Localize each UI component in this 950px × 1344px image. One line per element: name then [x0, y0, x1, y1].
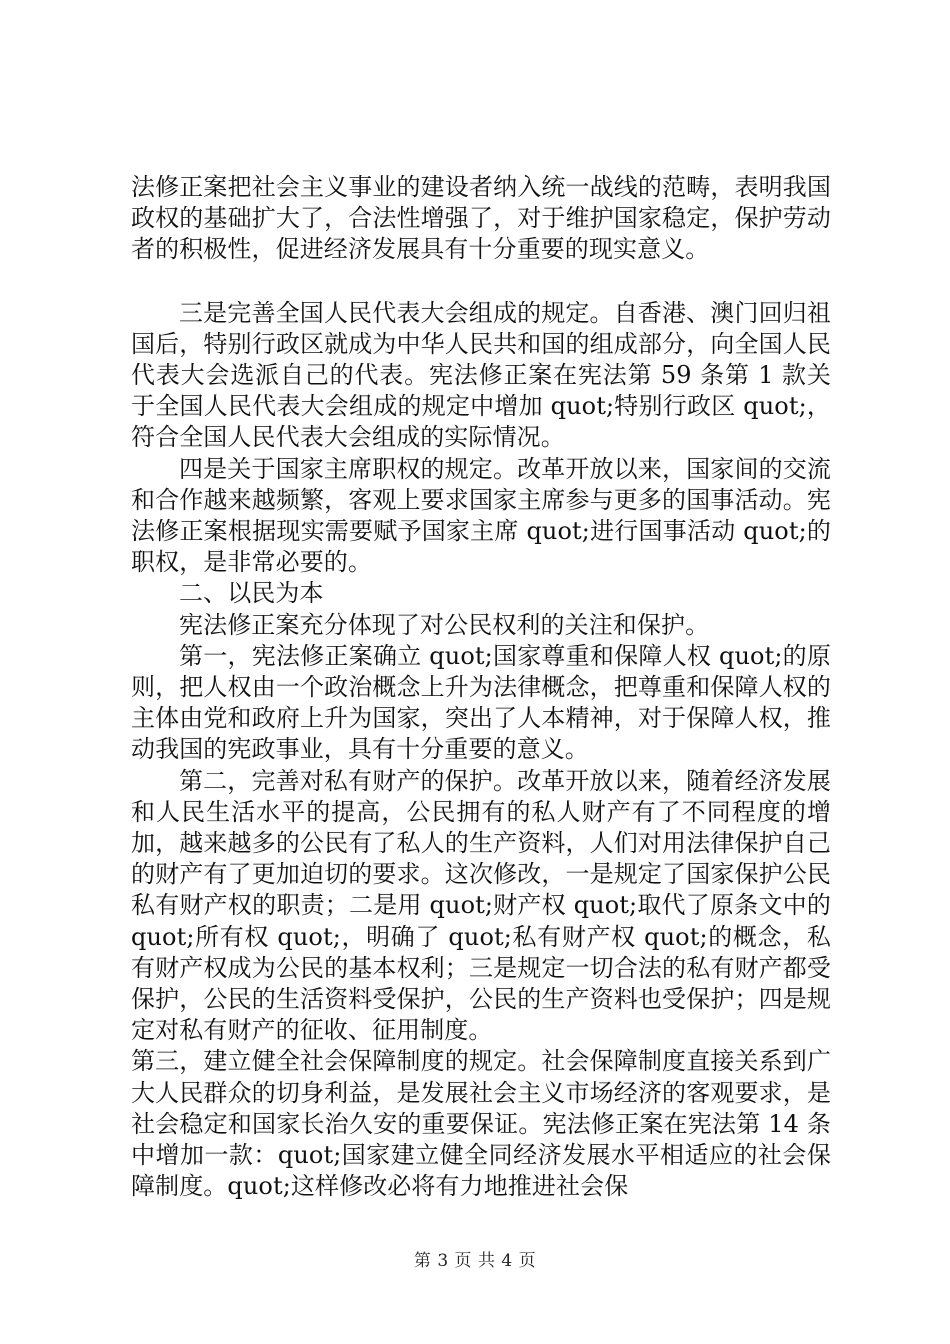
- paragraph-7: 第二，完善对私有财产的保护。改革开放以来，随着经济发展和人民生活水平的提高，公民拥有的私人财产有了不同程度的增加，越来越多的公民有了私人的生产资料，人们对用法律保护自己的财产有了更加迫切的要求。这次修改，一是规定了国家保护公民私有财产权的职责；二是用 quot;财产权 quot;取代了原条文中的 quot;所有权 quot;，明确了 quot;私有财产权 quot;的概念，私有财产权成为公民的基本权利；三是规定一切合法的私有财产都受保护，公民的生活资料受保护，公民的生产资料也受保护；四是规定对私有财产的征收、征用制度。: [131, 766, 831, 1045]
- paragraph-5: 宪法修正案充分体现了对公民权利的关注和保护。: [179, 610, 710, 639]
- paragraph-6: 第一，宪法修正案确立 quot;国家尊重和保障人权 quot;的原则，把人权由一个政治概念上升为法律概念，把尊重和保障人权的主体由党和政府上升为国家，突出了人本精神，对于保障人权，推动我国的宪政事业，具有十分重要的意义。: [131, 641, 831, 764]
- paragraph-2: 三是完善全国人民代表大会组成的规定。自香港、澳门回归祖国后，特别行政区就成为中华人民共和国的组成部分，向全国人民代表大会选派自己的代表。宪法修正案在宪法第 59 条第 1 款关于全国人民代表大会组成的规定中增加 quot;特别行政区 quot;，符合全国人民代表大会组成的实际情况。: [131, 298, 831, 452]
- page-number-footer: 第 3 页 共 4 页: [413, 1251, 537, 1271]
- document-body: [131, 172, 831, 1203]
- paragraph-1: 法修正案把社会主义事业的建设者纳入统一战线的范畴，表明我国政权的基础扩大了，合法性增强了，对于维护国家稳定，保护劳动者的积极性，促进经济发展具有十分重要的现实意义。: [131, 173, 831, 264]
- paragraph-3: 四是关于国家主席职权的规定。改革开放以来，国家间的交流和合作越来越频繁，客观上要求国家主席参与更多的国事活动。宪法修正案根据现实需要赋予国家主席 quot;进行国事活动 quot;的职权，是非常必要的。: [131, 454, 831, 577]
- paragraph-8: 第三，建立健全社会保障制度的规定。社会保障制度直接关系到广大人民群众的切身利益，是发展社会主义市场经济的客观要求，是社会稳定和国家长治久安的重要保证。宪法修正案在宪法第 14 条中增加一款：quot;国家建立健全同经济发展水平相适应的社会保障制度。quot;这样修改必将有力地推进社会保: [131, 1047, 831, 1201]
- section-heading: 二、以民为本: [179, 579, 324, 608]
